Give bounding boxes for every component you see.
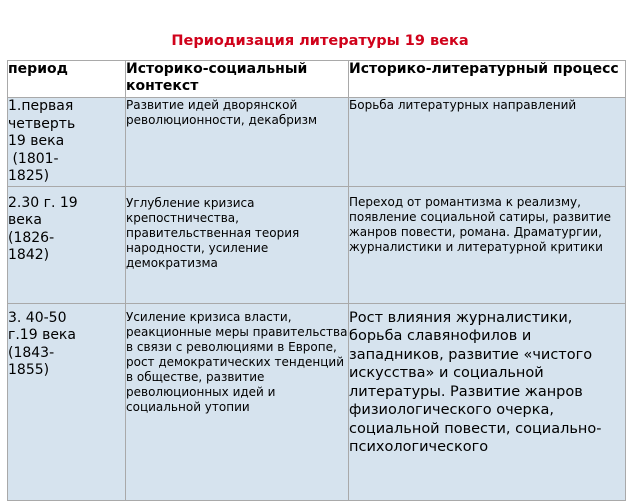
period-line: (1843- [8,344,55,361]
slide-title: Периодизация литературы 19 века [171,33,469,49]
literary-process-cell: Борьба литературных направлений [349,98,626,187]
period-line: (1826- [8,229,55,246]
table-row [8,186,626,303]
social-context-cell: Усиление кризиса власти, реакционные меры правительства в связи с революциями в Европе, рост демократических тенденций в обществе, развитие революционных идей и социальной утопии [126,303,349,500]
period-line: г.19 века [8,327,76,343]
social-context-cell: Развитие идей дворянской революционности, декабризм [126,98,349,187]
periodization-table [7,60,626,501]
period-cell [8,186,126,303]
period-cell [8,303,126,500]
header-literary-process: Историко-литературный процесс [349,61,626,98]
period-line: 1842) [8,247,50,263]
period-line: 1.первая [8,98,74,114]
period-line: (1801- [8,150,59,167]
header-social-context: Историко-социальный контекст [126,61,349,98]
table-row [8,98,626,187]
literary-process-cell: Переход от романтизма к реализму, появление социальной сатиры, развитие жанров повести, романа. Драматургии, журналистики и литературной критики [349,186,626,303]
period-line: 1825) [8,168,50,184]
period-line: четверть [8,115,76,132]
period-line: 19 века [8,133,65,149]
table-header-row [8,61,626,98]
period-line: века [8,212,42,228]
period-line: 3. 40-50 [8,309,67,326]
period-line: 2.30 г. 19 [8,194,78,211]
literary-process-cell: Рост влияния журналистики, борьба славянофилов и западников, развитие «чистого искусства» и социальной литературы. Развитие жанров физиологического очерка, социальной повести, социально-психологического [349,303,626,500]
table-row [8,303,626,500]
period-line: 1855) [8,362,50,378]
period-cell [8,98,126,187]
header-period: период [8,61,126,98]
social-context-cell: Углубление кризиса крепостничества, правительственная теория народности, усиление демократизма [126,186,349,303]
